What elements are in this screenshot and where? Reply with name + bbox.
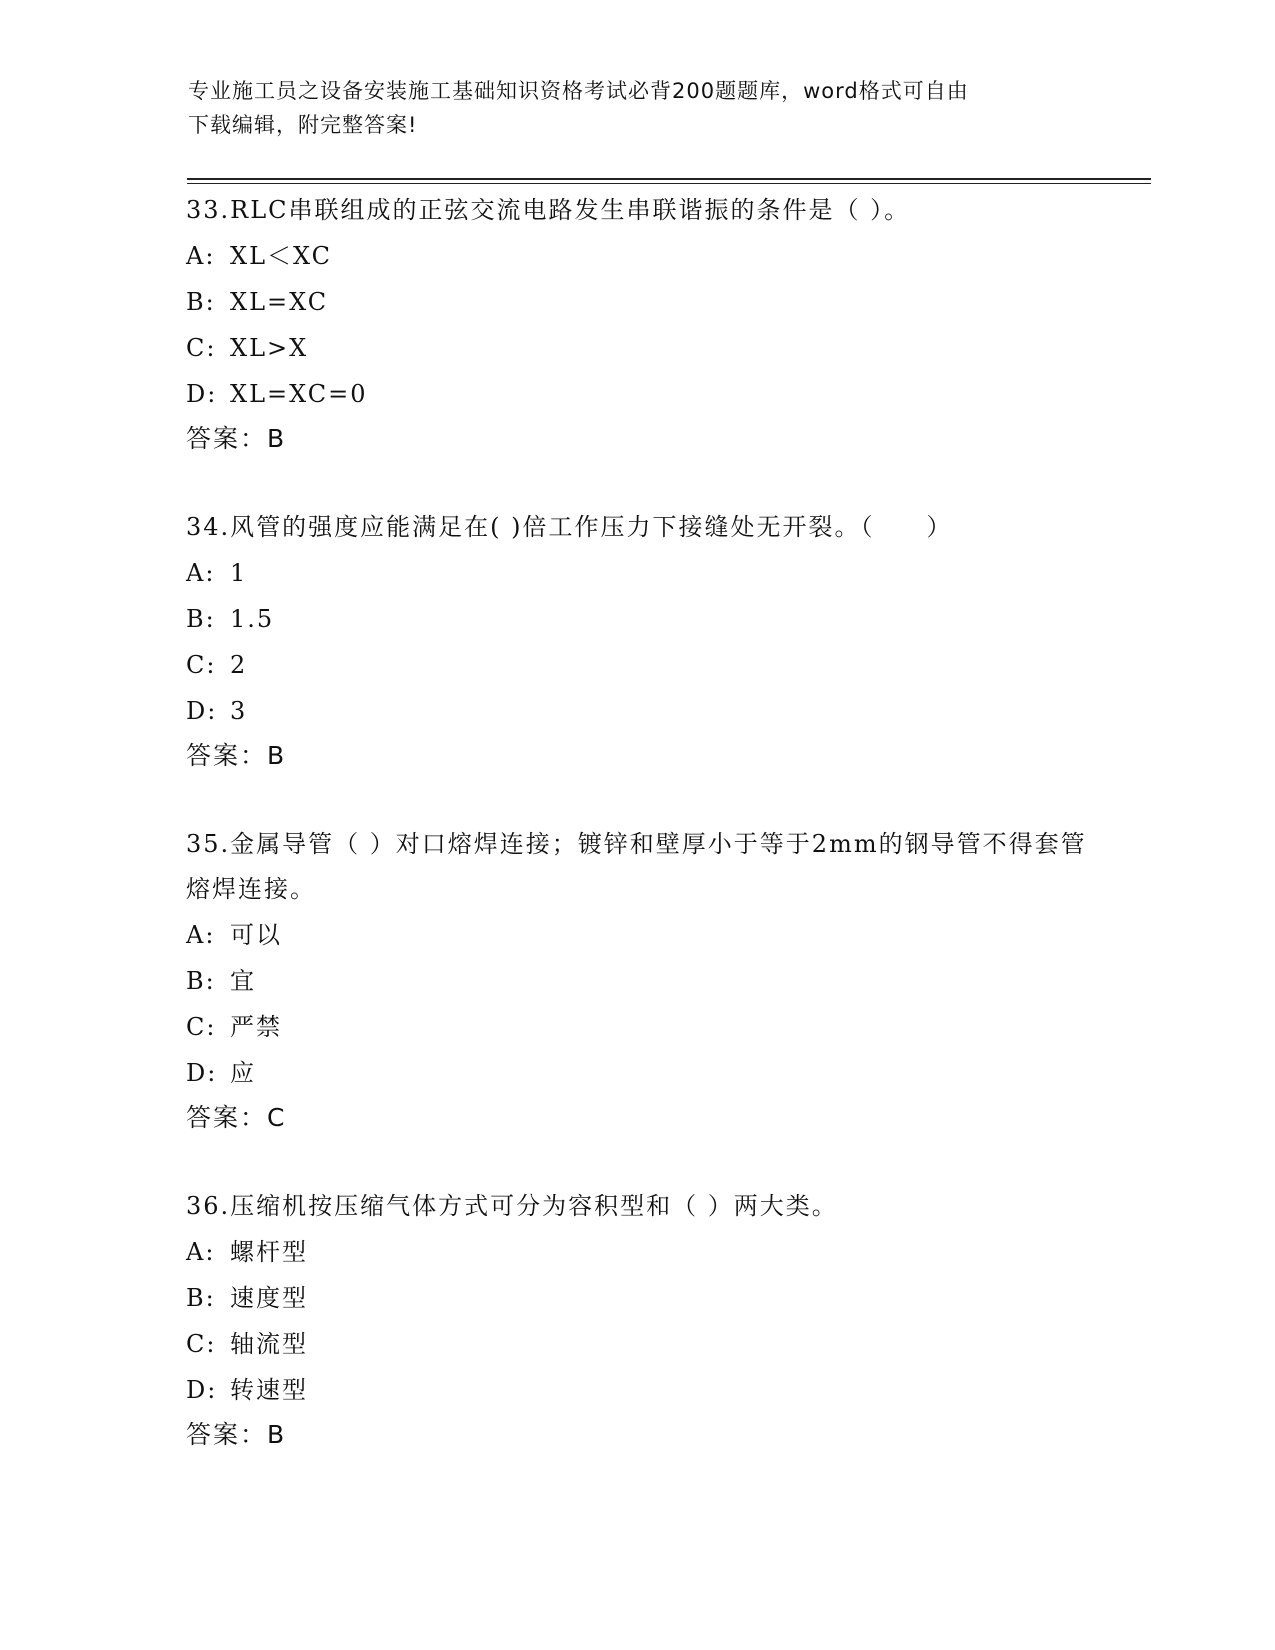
question-stem: 33.RLC串联组成的正弦交流电路发生串联谐振的条件是（ ）。 xyxy=(186,196,911,224)
option-letter: B: xyxy=(186,967,216,995)
header-divider-thick xyxy=(187,178,1151,180)
option-text: XL＜XC xyxy=(230,242,333,270)
option-letter: A: xyxy=(186,1238,216,1266)
option-letter: D: xyxy=(186,1059,218,1087)
option-text: 1.5 xyxy=(230,605,275,633)
option-a xyxy=(186,912,1106,958)
option-c xyxy=(186,642,1106,688)
option-d xyxy=(186,1367,1106,1413)
option-c xyxy=(186,325,1106,371)
question-33 xyxy=(186,188,1106,461)
option-letter: B: xyxy=(186,288,216,316)
option-text: XL=XC=0 xyxy=(230,380,368,408)
question-36 xyxy=(186,1184,1106,1457)
option-text: 速度型 xyxy=(230,1284,308,1312)
question-stem: 36.压缩机按压缩气体方式可分为容积型和（ ）两大类。 xyxy=(186,1192,838,1220)
question-stem: 35.金属导管（ ）对口熔焊连接；镀锌和壁厚小于等于2mm的钢导管不得套管熔焊连接。 xyxy=(186,830,1087,903)
option-b xyxy=(186,279,1106,325)
option-text: XL>X xyxy=(230,334,309,362)
option-letter: A: xyxy=(186,242,216,270)
option-a xyxy=(186,233,1106,279)
option-text: 3 xyxy=(230,697,248,725)
header-divider-thin xyxy=(187,183,1151,184)
question-list xyxy=(186,188,1106,1501)
option-b xyxy=(186,596,1106,642)
option-c xyxy=(186,1004,1106,1050)
option-letter: C: xyxy=(186,1013,217,1041)
option-text: 应 xyxy=(230,1059,256,1087)
answer-line: 答案：B xyxy=(186,741,287,770)
option-b xyxy=(186,1275,1106,1321)
option-text: XL=XC xyxy=(230,288,329,316)
question-stem: 34.风管的强度应能满足在( )倍工作压力下接缝处无开裂。（ ） xyxy=(186,513,953,541)
option-d xyxy=(186,371,1106,417)
option-text: 轴流型 xyxy=(230,1330,308,1358)
option-letter: A: xyxy=(186,921,216,949)
option-d xyxy=(186,688,1106,734)
option-letter: C: xyxy=(186,334,217,362)
option-text: 螺杆型 xyxy=(230,1238,308,1266)
option-d xyxy=(186,1050,1106,1096)
option-a xyxy=(186,1229,1106,1275)
option-letter: C: xyxy=(186,651,217,679)
option-letter: B: xyxy=(186,605,216,633)
option-text: 可以 xyxy=(230,921,282,949)
header-title-line-2: 下载编辑，附完整答案! xyxy=(188,113,418,137)
answer-line: 答案：B xyxy=(186,1420,287,1449)
option-text: 严禁 xyxy=(230,1013,282,1041)
question-35 xyxy=(186,822,1106,1140)
option-letter: D: xyxy=(186,697,218,725)
option-a xyxy=(186,550,1106,596)
option-text: 2 xyxy=(230,651,248,679)
option-b xyxy=(186,958,1106,1004)
option-text: 转速型 xyxy=(230,1376,308,1404)
document-header xyxy=(188,74,1068,142)
question-34 xyxy=(186,505,1106,778)
option-letter: D: xyxy=(186,1376,218,1404)
option-letter: C: xyxy=(186,1330,217,1358)
option-text: 宜 xyxy=(230,967,256,995)
header-title-line-1: 专业施工员之设备安装施工基础知识资格考试必背200题题库，word格式可自由 xyxy=(188,79,969,103)
option-text: 1 xyxy=(230,559,248,587)
answer-line: 答案：B xyxy=(186,424,287,453)
answer-line: 答案：C xyxy=(186,1103,287,1132)
option-letter: B: xyxy=(186,1284,216,1312)
option-letter: D: xyxy=(186,380,218,408)
option-c xyxy=(186,1321,1106,1367)
option-letter: A: xyxy=(186,559,216,587)
